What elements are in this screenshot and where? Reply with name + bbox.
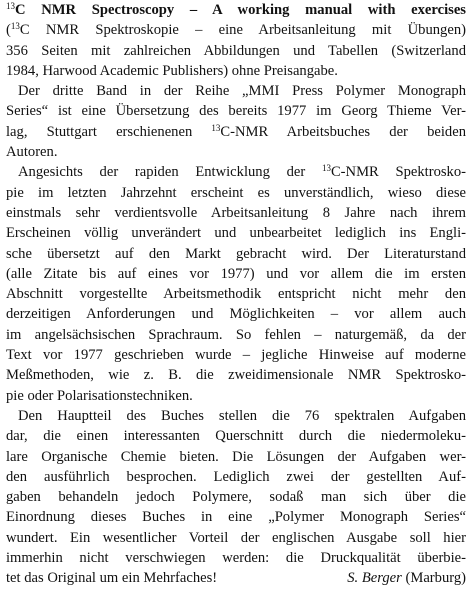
text-line: Abschnitt vorgestellte Arbeitsmethodik entspricht nicht mehr den: [6, 286, 466, 303]
text-line: Einordnung dieses Buches in eine „Polymer Monograph Series“: [6, 509, 466, 526]
text-line: lare Organische Chemie bieten. Die Lösungen der Aufgaben wer-: [6, 448, 466, 465]
text-line: pie oder Polarisationstechniken.: [6, 387, 193, 404]
isotope-superscript: 13: [211, 122, 221, 133]
text-span: Angesichts der rapiden Entwicklung der: [18, 164, 322, 181]
isotope-superscript: 13: [10, 21, 20, 32]
closing-line: [6, 568, 466, 588]
biblio-text: (: [6, 22, 11, 39]
text-line: derzeitigen Anforderungen und Möglichkeiten – vor allem auch: [6, 306, 466, 323]
text-line: (alle Zitate bis auf eines vor 1977) und vor allem die im ersten: [6, 265, 466, 282]
isotope-superscript: 13: [321, 163, 331, 174]
text-line: einstmals sehr verdientsvolle Arbeitsanleitung 8 Jahre nach ihrem: [6, 204, 466, 221]
text-line: den ausführlich besprochen. Lediglich zwei der gestellten Auf-: [6, 468, 466, 485]
text-line: sche übersetzt auf den Markt gebracht wird. Der Literaturstand: [6, 245, 466, 262]
paragraph-2: [6, 162, 466, 406]
text-line: [6, 162, 466, 182]
reviewer-signature: [347, 568, 466, 588]
text-span: C-NMR Arbeitsbuches der beiden: [220, 123, 466, 140]
text-line: tet das Original um ein Mehrfaches!: [6, 570, 218, 587]
reviewer-name: S. Berger: [347, 570, 402, 587]
text-line: Der dritte Band in der Reihe „MMI Press Polymer Monograph: [18, 83, 466, 100]
review-header: [6, 0, 466, 81]
german-title: C NMR Spektroskopie – eine Arbeitsanleitung mit Übungen): [19, 22, 466, 39]
isotope-superscript: 13: [6, 1, 15, 11]
text-line: Series“ ist eine Übersetzung des bereits 1977 im Georg Thieme Ver-: [6, 103, 466, 120]
book-title-line: [6, 0, 466, 20]
text-line: gaben behandeln jedoch Polymere, sodaß man sich über die: [6, 489, 466, 506]
text-line: Text vor 1977 geschrieben wurde – jegliche Hinweise auf moderne: [6, 347, 466, 364]
text-line: immerhin nicht verschwiegen werden: die Druckqualität überbie-: [6, 550, 466, 567]
text-line: Meßmethoden, wie z. B. die zweidimensionale NMR Spektrosko-: [6, 367, 466, 384]
reviewer-location: (Marburg): [401, 570, 466, 587]
text-line: wundert. Ein wesentlicher Vorteil der englischen Ausgabe soll hier: [6, 529, 466, 546]
text-line: pie im letzten Jahrzehnt erscheint es unverständlich, wieso diese: [6, 184, 466, 201]
biblio-line: 356 Seiten mit zahlreichen Abbildungen und Tabellen (Switzerland: [6, 42, 466, 59]
paragraph-1: [6, 81, 466, 162]
german-title-line: [6, 20, 466, 40]
text-line: [6, 122, 466, 142]
text-line: im angelsächsischen Sprachraum. So fehlen – naturgemäß, da der: [6, 326, 466, 343]
text-span: lag, Stuttgart erschienenen: [6, 123, 212, 140]
text-span: C-NMR Spektrosko-: [330, 164, 467, 181]
text-line: Den Hauptteil des Buches stellen die 76 spektralen Aufgaben: [18, 407, 466, 424]
biblio-line: 1984, Harwood Academic Publishers) ohne Preisangabe.: [6, 62, 338, 79]
text-line: Erscheinen völlig unverändert und unbearbeitet lediglich ins Engli-: [6, 225, 466, 242]
text-line: Autoren.: [6, 144, 58, 161]
paragraph-3: [6, 406, 466, 589]
text-line: dar, die einen interessanten Querschnitt durch die niedermoleku-: [6, 428, 466, 445]
review-article: [6, 0, 466, 589]
book-title: C NMR Spectroscopy – A working manual with exercises: [15, 2, 466, 18]
